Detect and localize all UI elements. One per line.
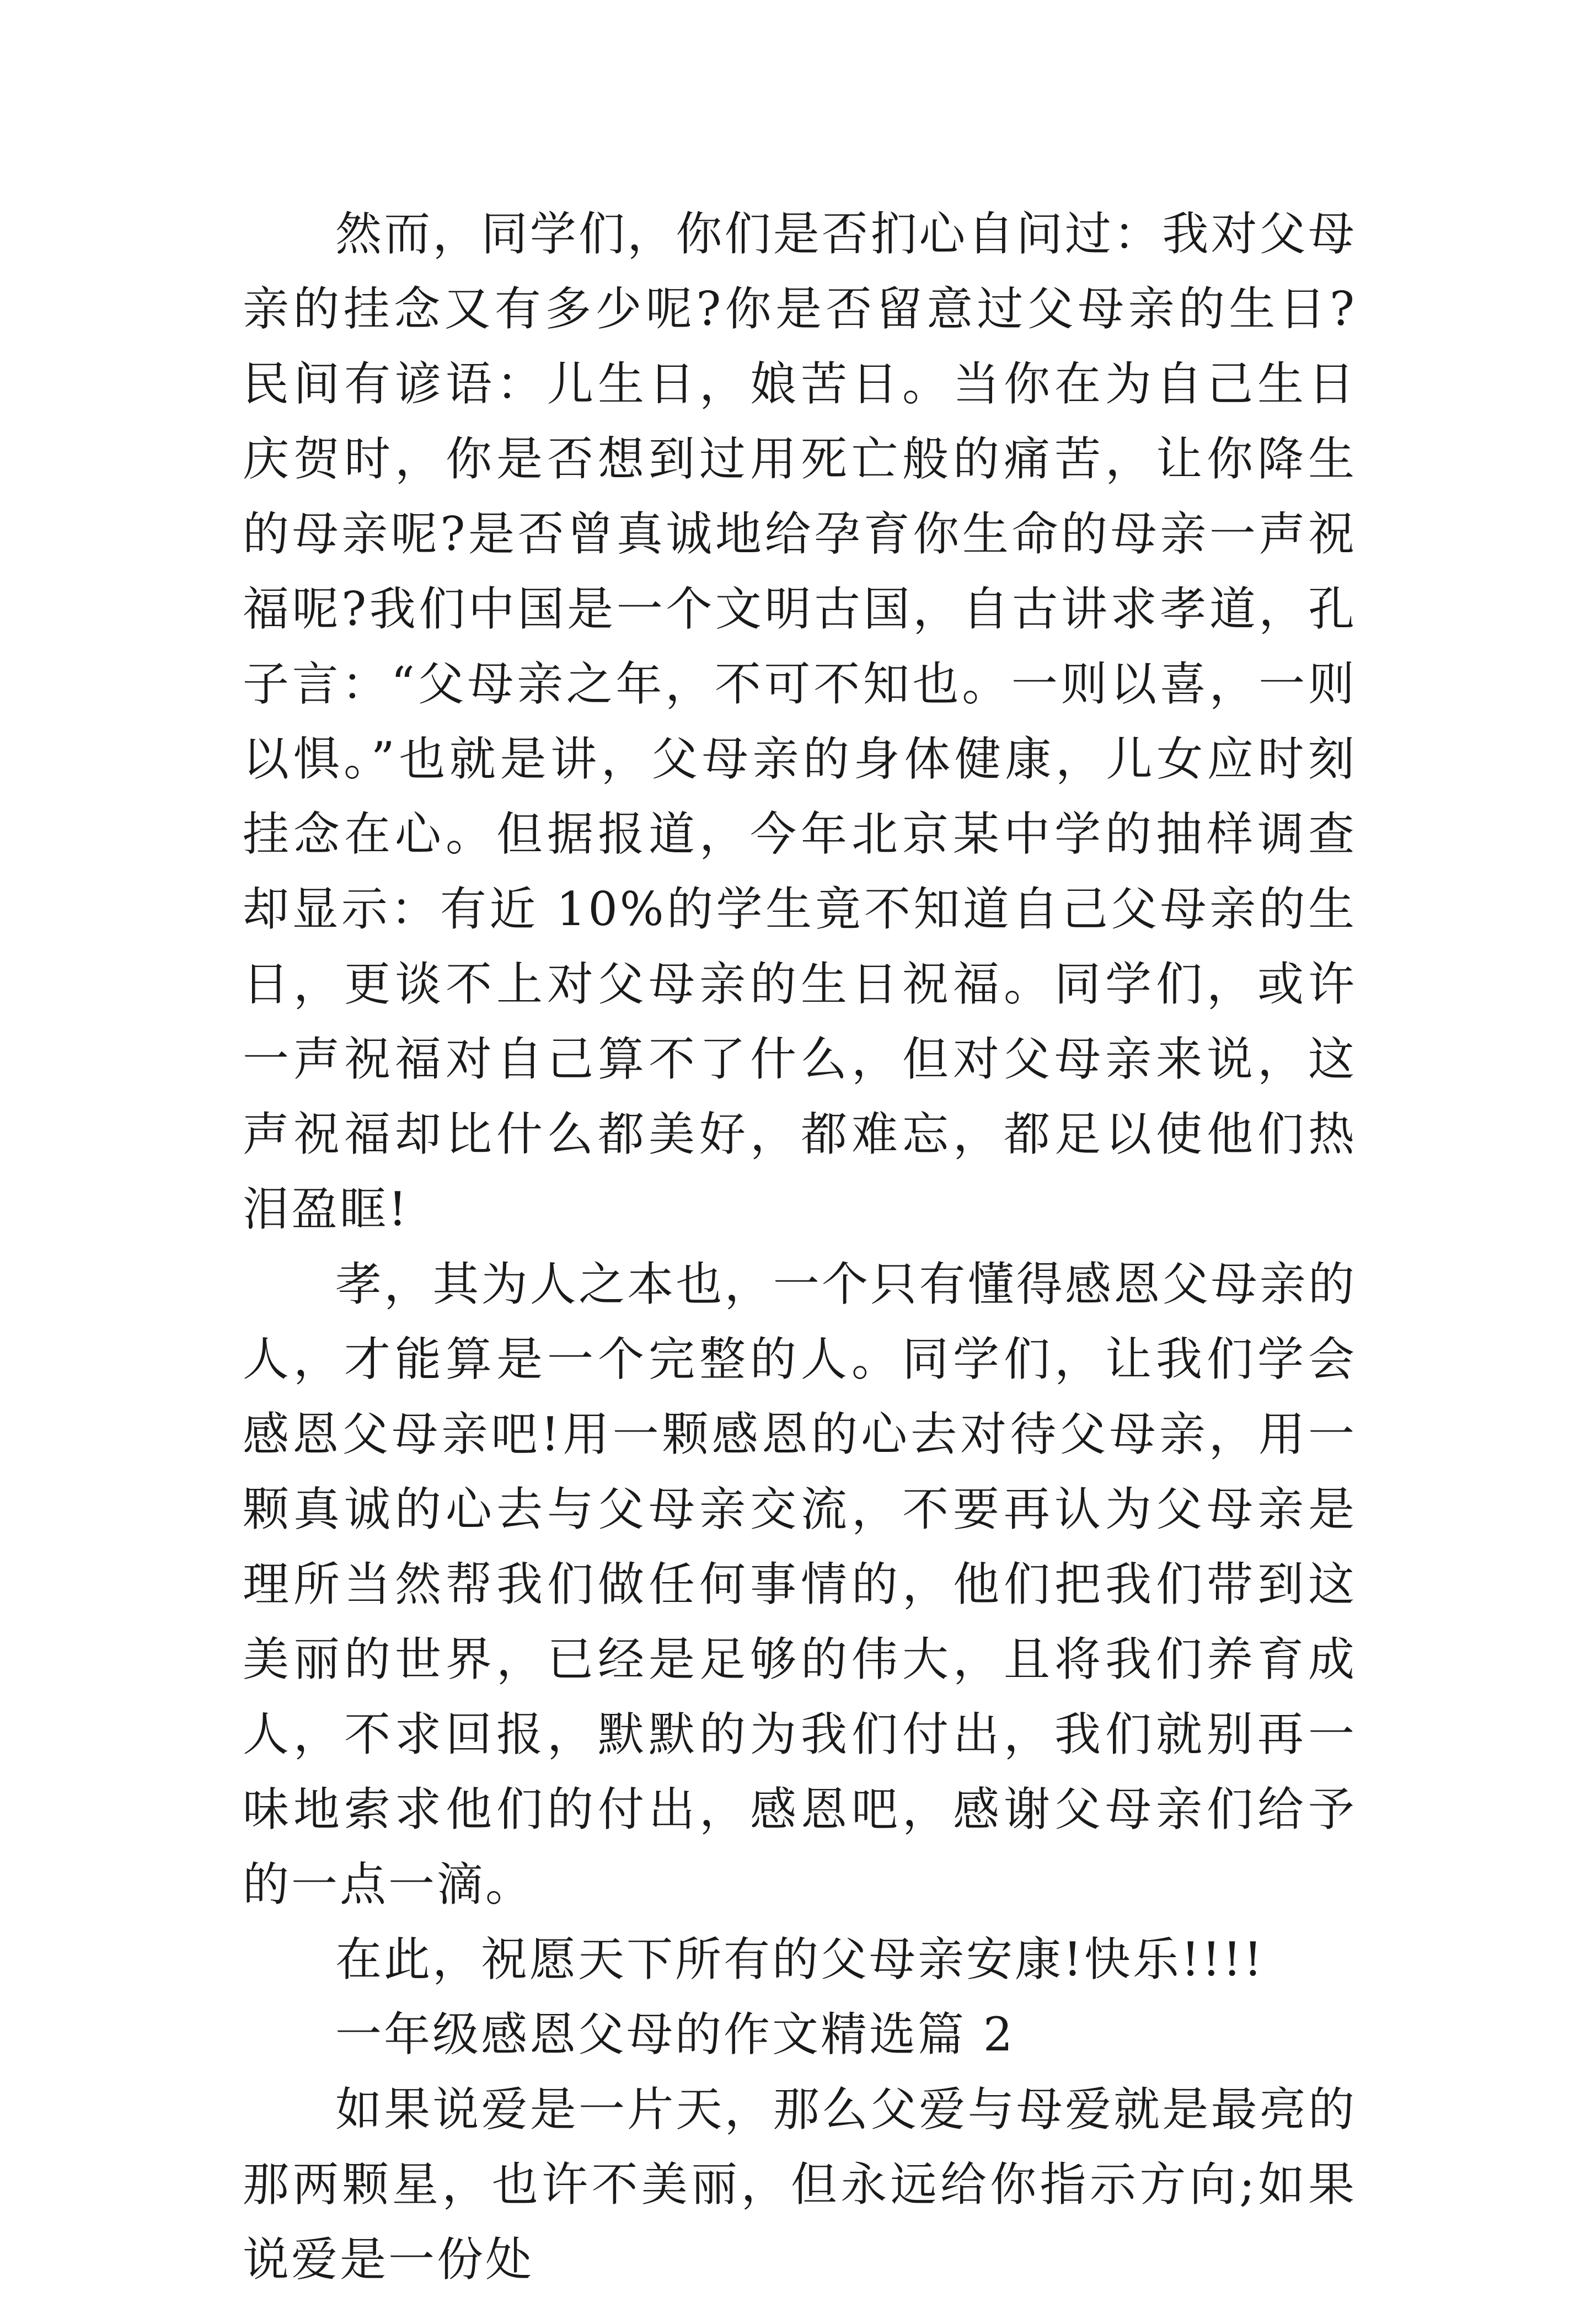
paragraph-1: 然而，同学们，你们是否扪心自问过：我对父母亲的挂念又有多少呢?你是否留意过父母亲的生日?民间有谚语：儿生日，娘苦日。当你在为自己生日庆贺时，你是否想到过用死亡般的痛苦，让你降生的母亲呢?是否曾真诚地给孕育你生命的母亲一声祝福呢?我们中国是一个文明古国，自古讲求孝道，孔子言：“父母亲之年，不可不知也。一则以喜，一则以惧。”也就是讲，父母亲的身体健康，儿女应时刻挂念在心。但据报道，今年北京某中学的抽样调查却显示：有近 10%的学生竟不知道自己父母亲的生日，更谈不上对父母亲的生日祝福。同学们，或许一声祝福对自己算不了什么，但对父母亲来说，这声祝福却比什么都美好，都难忘，都足以使他们热泪盈眶!	[243, 207, 1357, 1236]
document-body	[243, 196, 1357, 2297]
section-heading: 一年级感恩父母的作文精选篇 2	[335, 2007, 1015, 2061]
paragraph-2: 孝，其为人之本也，一个只有懂得感恩父母亲的人，才能算是一个完整的人。同学们，让我们学会感恩父母亲吧!用一颗感恩的心去对待父母亲，用一颗真诚的心去与父母亲交流，不要再认为父母亲是理所当然帮我们做任何事情的，他们把我们带到这美丽的世界，已经是足够的伟大，且将我们养育成人，不求回报，默默的为我们付出，我们就别再一味地索求他们的付出，感恩吧，感谢父母亲们给予的一点一滴。	[243, 1257, 1357, 1911]
paragraph-4: 如果说爱是一片天，那么父爱与母爱就是最亮的那两颗星，也许不美丽，但永远给你指示方向;如果说爱是一份处	[243, 2082, 1357, 2287]
paragraph-3: 在此，祝愿天下所有的父母亲安康!快乐!!!!	[335, 1932, 1265, 1986]
